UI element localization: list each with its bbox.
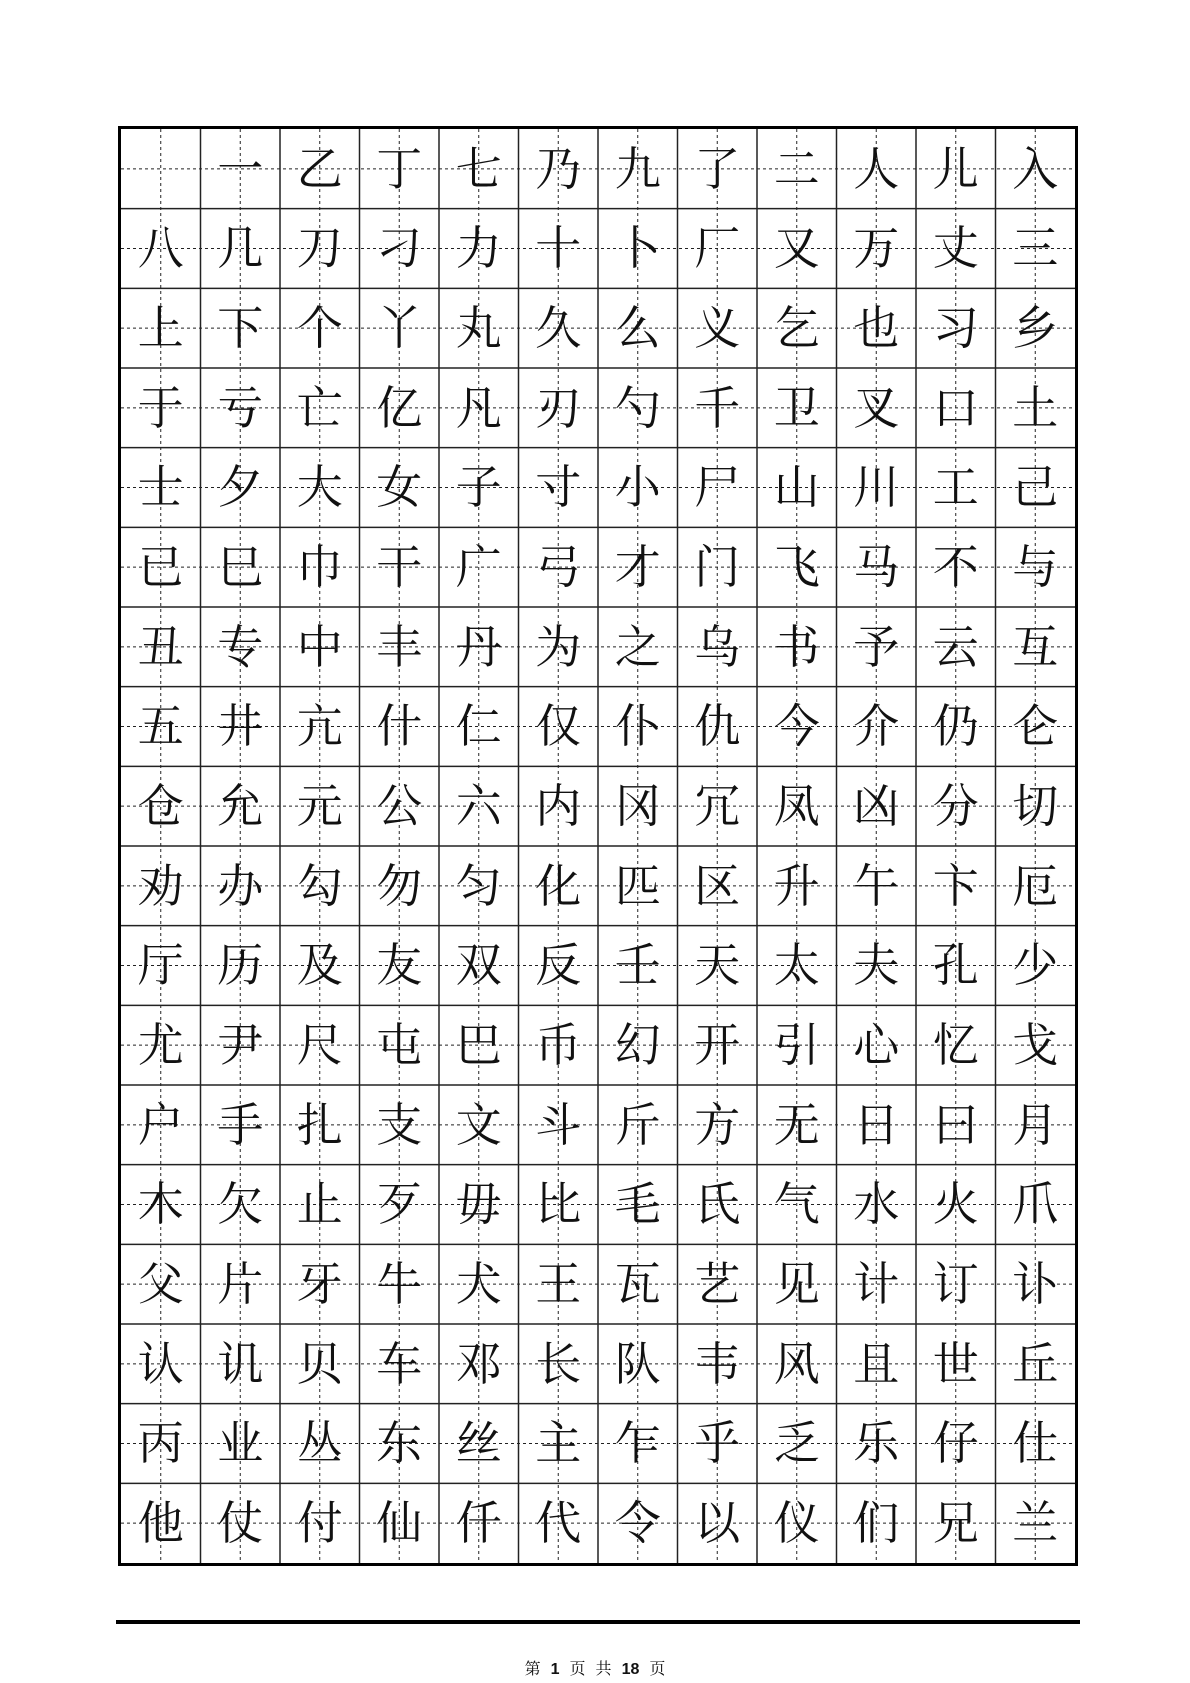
- grid-character: 牛: [376, 1257, 423, 1312]
- grid-character: 比: [535, 1177, 582, 1232]
- grid-character: 专: [217, 619, 264, 674]
- grid-character: 乎: [694, 1416, 741, 1471]
- grid-character: 火: [932, 1177, 979, 1232]
- grid-character: 业: [217, 1416, 264, 1471]
- grid-character: 方: [694, 1097, 741, 1152]
- grid-character: 日: [853, 1097, 900, 1152]
- grid-character: 曰: [932, 1097, 979, 1152]
- grid-character: 允: [217, 779, 264, 834]
- grid-character: 巾: [296, 540, 343, 595]
- grid-character: 乡: [1012, 301, 1059, 356]
- grid-character: 土: [1012, 380, 1059, 435]
- grid-character: 币: [535, 1018, 582, 1073]
- grid-character: 中: [296, 619, 343, 674]
- grid-character: 幻: [614, 1018, 661, 1073]
- grid-character: 了: [694, 141, 741, 196]
- grid-character: 少: [1012, 938, 1059, 993]
- grid-character: 仅: [535, 699, 582, 754]
- grid-character: 孔: [932, 938, 979, 993]
- grid-character: 一: [217, 141, 264, 196]
- grid-character: 仔: [932, 1416, 979, 1471]
- grid-character: 匀: [455, 858, 502, 913]
- grid-character: 丈: [932, 221, 979, 276]
- grid-character: 尹: [217, 1018, 264, 1073]
- grid-character: 元: [296, 779, 343, 834]
- grid-character: 士: [137, 460, 184, 515]
- footer-label-ye-end: 页: [649, 1659, 666, 1678]
- grid-character: 认: [137, 1336, 184, 1391]
- grid-character: 丙: [137, 1416, 184, 1471]
- grid-character: 卫: [773, 380, 820, 435]
- grid-character: 已: [137, 540, 184, 595]
- grid-character: 二: [773, 141, 820, 196]
- grid-character: 今: [773, 699, 820, 754]
- grid-character: 父: [137, 1257, 184, 1312]
- grid-character: 丝: [455, 1416, 502, 1471]
- grid-character: 公: [376, 779, 423, 834]
- footer-label-gong: 共: [595, 1659, 612, 1678]
- grid-character: 弓: [535, 540, 582, 595]
- grid-character: 歹: [376, 1177, 423, 1232]
- grid-character: 亡: [296, 380, 343, 435]
- grid-character: 己: [1012, 460, 1059, 515]
- grid-character: 长: [535, 1336, 582, 1391]
- grid-character: 勺: [614, 380, 661, 435]
- grid-character: 之: [614, 619, 661, 674]
- grid-character: 木: [137, 1177, 184, 1232]
- page-total: 18: [621, 1661, 640, 1678]
- grid-character: 勿: [376, 858, 423, 913]
- grid-character: 口: [932, 380, 979, 435]
- grid-character: 丑: [137, 619, 184, 674]
- grid-character: 广: [455, 540, 502, 595]
- grid-character: 仪: [773, 1496, 820, 1551]
- grid-character: 仇: [694, 699, 741, 754]
- grid-character: 开: [694, 1018, 741, 1073]
- grid-character: 止: [296, 1177, 343, 1232]
- grid-character: 支: [376, 1097, 423, 1152]
- grid-character: 兰: [1012, 1496, 1059, 1551]
- footer-rule: [116, 1620, 1080, 1624]
- grid-character: 主: [535, 1416, 582, 1471]
- grid-character: [121, 129, 201, 209]
- grid-character: 巳: [217, 540, 264, 595]
- grid-character: 区: [694, 858, 741, 913]
- grid-character: 干: [376, 540, 423, 595]
- grid-character: 卞: [932, 858, 979, 913]
- grid-character: 个: [296, 301, 343, 356]
- grid-character: 及: [296, 938, 343, 993]
- grid-character: 云: [932, 619, 979, 674]
- grid-character: 介: [853, 699, 900, 754]
- grid-character: 刁: [376, 221, 423, 276]
- grid-character: 匹: [614, 858, 661, 913]
- grid-character: 又: [773, 221, 820, 276]
- grid-character: 办: [217, 858, 264, 913]
- grid-character: 氏: [694, 1177, 741, 1232]
- grid-character: 兄: [932, 1496, 979, 1551]
- grid-character: 付: [296, 1496, 343, 1551]
- grid-character: 寸: [535, 460, 582, 515]
- grid-character: 夕: [217, 460, 264, 515]
- grid-character: 义: [694, 301, 741, 356]
- grid-character: 下: [217, 301, 264, 356]
- grid-character: 刀: [296, 221, 343, 276]
- grid-character: 于: [137, 380, 184, 435]
- grid-character: 丰: [376, 619, 423, 674]
- grid-character: 屯: [376, 1018, 423, 1073]
- grid-character: 尤: [137, 1018, 184, 1073]
- grid-character: 才: [614, 540, 661, 595]
- grid-character: 冗: [694, 779, 741, 834]
- grid-character: 仑: [1012, 699, 1059, 754]
- grid-character: 斤: [614, 1097, 661, 1152]
- grid-character: 仍: [932, 699, 979, 754]
- grid-character: 女: [376, 460, 423, 515]
- grid-character: 八: [137, 221, 184, 276]
- grid-character: 丹: [455, 619, 502, 674]
- grid-character: 么: [614, 301, 661, 356]
- grid-character: 勾: [296, 858, 343, 913]
- grid-character: 双: [455, 938, 502, 993]
- grid-character: 厅: [137, 938, 184, 993]
- grid-character: 见: [773, 1257, 820, 1312]
- grid-character: 亢: [296, 699, 343, 754]
- grid-character: 乐: [853, 1416, 900, 1471]
- grid-character: 乍: [614, 1416, 661, 1471]
- grid-character: 久: [535, 301, 582, 356]
- footer-label-ye: 页: [569, 1659, 586, 1678]
- grid-character: 为: [535, 619, 582, 674]
- grid-character: 人: [853, 141, 900, 196]
- grid-character: 仓: [137, 779, 184, 834]
- grid-character: 壬: [614, 938, 661, 993]
- grid-character: 订: [932, 1257, 979, 1312]
- grid-character: 五: [137, 699, 184, 754]
- grid-character: 入: [1012, 141, 1059, 196]
- grid-character: 友: [376, 938, 423, 993]
- grid-character: 月: [1012, 1097, 1059, 1152]
- grid-character: 文: [455, 1097, 502, 1152]
- grid-character: 仆: [614, 699, 661, 754]
- grid-character: 与: [1012, 540, 1059, 595]
- grid-character: 计: [853, 1257, 900, 1312]
- grid-character: 尸: [694, 460, 741, 515]
- grid-character: 乏: [773, 1416, 820, 1471]
- grid-character: 厄: [1012, 858, 1059, 913]
- grid-character: 凶: [853, 779, 900, 834]
- grid-character: 爪: [1012, 1177, 1059, 1232]
- grid-character: 千: [694, 380, 741, 435]
- grid-character: 东: [376, 1416, 423, 1471]
- grid-character: 小: [614, 460, 661, 515]
- grid-character: 马: [853, 540, 900, 595]
- grid-character: 户: [137, 1097, 184, 1152]
- grid-character: 习: [932, 301, 979, 356]
- grid-character: 车: [376, 1336, 423, 1391]
- grid-character: 凤: [773, 779, 820, 834]
- grid-character: 他: [137, 1496, 184, 1551]
- grid-character: 七: [455, 141, 502, 196]
- grid-character: 工: [932, 460, 979, 515]
- grid-character: 讥: [217, 1336, 264, 1391]
- grid-character: 风: [773, 1336, 820, 1391]
- grid-character: 仙: [376, 1496, 423, 1551]
- grid-character: 仁: [455, 699, 502, 754]
- grid-character: 飞: [773, 540, 820, 595]
- grid-character: 令: [614, 1496, 661, 1551]
- grid-character: 也: [853, 301, 900, 356]
- grid-character: 们: [853, 1496, 900, 1551]
- grid-character: 子: [455, 460, 502, 515]
- grid-character: 巴: [455, 1018, 502, 1073]
- grid-character: 反: [535, 938, 582, 993]
- grid-cells: [121, 129, 1075, 1563]
- grid-character: 书: [773, 619, 820, 674]
- grid-character: 仕: [1012, 1416, 1059, 1471]
- grid-character: 化: [535, 858, 582, 913]
- grid-character: 几: [217, 221, 264, 276]
- grid-character: 乌: [694, 619, 741, 674]
- grid-character: 亏: [217, 380, 264, 435]
- grid-character: 六: [455, 779, 502, 834]
- grid-character: 丛: [296, 1416, 343, 1471]
- grid-character: 丁: [376, 141, 423, 196]
- footer-label-di: 第: [524, 1659, 541, 1678]
- grid-character: 忆: [932, 1018, 979, 1073]
- grid-character: 劝: [137, 858, 184, 913]
- grid-character: 尺: [296, 1018, 343, 1073]
- grid-character: 十: [535, 221, 582, 276]
- grid-character: 互: [1012, 619, 1059, 674]
- character-practice-grid: [118, 126, 1078, 1566]
- grid-character: 毋: [455, 1177, 502, 1232]
- grid-character: 不: [932, 540, 979, 595]
- grid-character: 儿: [932, 141, 979, 196]
- grid-character: 王: [535, 1257, 582, 1312]
- grid-character: 夫: [853, 938, 900, 993]
- grid-character: 世: [932, 1336, 979, 1391]
- grid-character: 扎: [296, 1097, 343, 1152]
- grid-character: 牙: [296, 1257, 343, 1312]
- grid-character: 升: [773, 858, 820, 913]
- grid-character: 什: [376, 699, 423, 754]
- grid-character: 斗: [535, 1097, 582, 1152]
- grid-character: 九: [614, 141, 661, 196]
- grid-character: 犬: [455, 1257, 502, 1312]
- grid-character: 凡: [455, 380, 502, 435]
- grid-character: 瓦: [614, 1257, 661, 1312]
- grid-character: 韦: [694, 1336, 741, 1391]
- grid-character: 乙: [296, 141, 343, 196]
- grid-character: 分: [932, 779, 979, 834]
- grid-character: 仟: [455, 1496, 502, 1551]
- grid-character: 力: [455, 221, 502, 276]
- grid-character: 刃: [535, 380, 582, 435]
- grid-character: 山: [773, 460, 820, 515]
- grid-character: 叉: [853, 380, 900, 435]
- grid-character: 且: [853, 1336, 900, 1391]
- grid-character: 邓: [455, 1336, 502, 1391]
- grid-character: 无: [773, 1097, 820, 1152]
- grid-character: 切: [1012, 779, 1059, 834]
- grid-character: 历: [217, 938, 264, 993]
- grid-character: 乞: [773, 301, 820, 356]
- grid-character: 片: [217, 1257, 264, 1312]
- grid-character: 乃: [535, 141, 582, 196]
- grid-character: 亿: [376, 380, 423, 435]
- grid-character: 予: [853, 619, 900, 674]
- grid-character: 毛: [614, 1177, 661, 1232]
- grid-character: 卜: [614, 221, 661, 276]
- grid-character: 冈: [614, 779, 661, 834]
- grid-character: 手: [217, 1097, 264, 1152]
- grid-character: 丸: [455, 301, 502, 356]
- grid-character: 气: [773, 1177, 820, 1232]
- grid-character: 三: [1012, 221, 1059, 276]
- grid-character: 心: [853, 1018, 900, 1073]
- grid-character: 戈: [1012, 1018, 1059, 1073]
- grid-character: 艺: [694, 1257, 741, 1312]
- grid-character: 水: [853, 1177, 900, 1232]
- grid-character: 门: [694, 540, 741, 595]
- grid-character: 讣: [1012, 1257, 1059, 1312]
- grid-character: 内: [535, 779, 582, 834]
- grid-character: 丫: [376, 301, 423, 356]
- grid-character: 仗: [217, 1496, 264, 1551]
- grid-character: 午: [853, 858, 900, 913]
- page-footer: [0, 1656, 1190, 1679]
- grid-character: 万: [853, 221, 900, 276]
- grid-character: 太: [773, 938, 820, 993]
- grid-character: 代: [535, 1496, 582, 1551]
- grid-character: 天: [694, 938, 741, 993]
- grid-character: 川: [853, 460, 900, 515]
- grid-character: 上: [137, 301, 184, 356]
- page-current: 1: [550, 1661, 560, 1678]
- grid-character: 队: [614, 1336, 661, 1391]
- grid-character: 引: [773, 1018, 820, 1073]
- grid-character: 丘: [1012, 1336, 1059, 1391]
- grid-character: 大: [296, 460, 343, 515]
- grid-character: 以: [694, 1496, 741, 1551]
- grid-character: 欠: [217, 1177, 264, 1232]
- grid-character: 厂: [694, 221, 741, 276]
- grid-character: 井: [217, 699, 264, 754]
- grid-character: 贝: [296, 1336, 343, 1391]
